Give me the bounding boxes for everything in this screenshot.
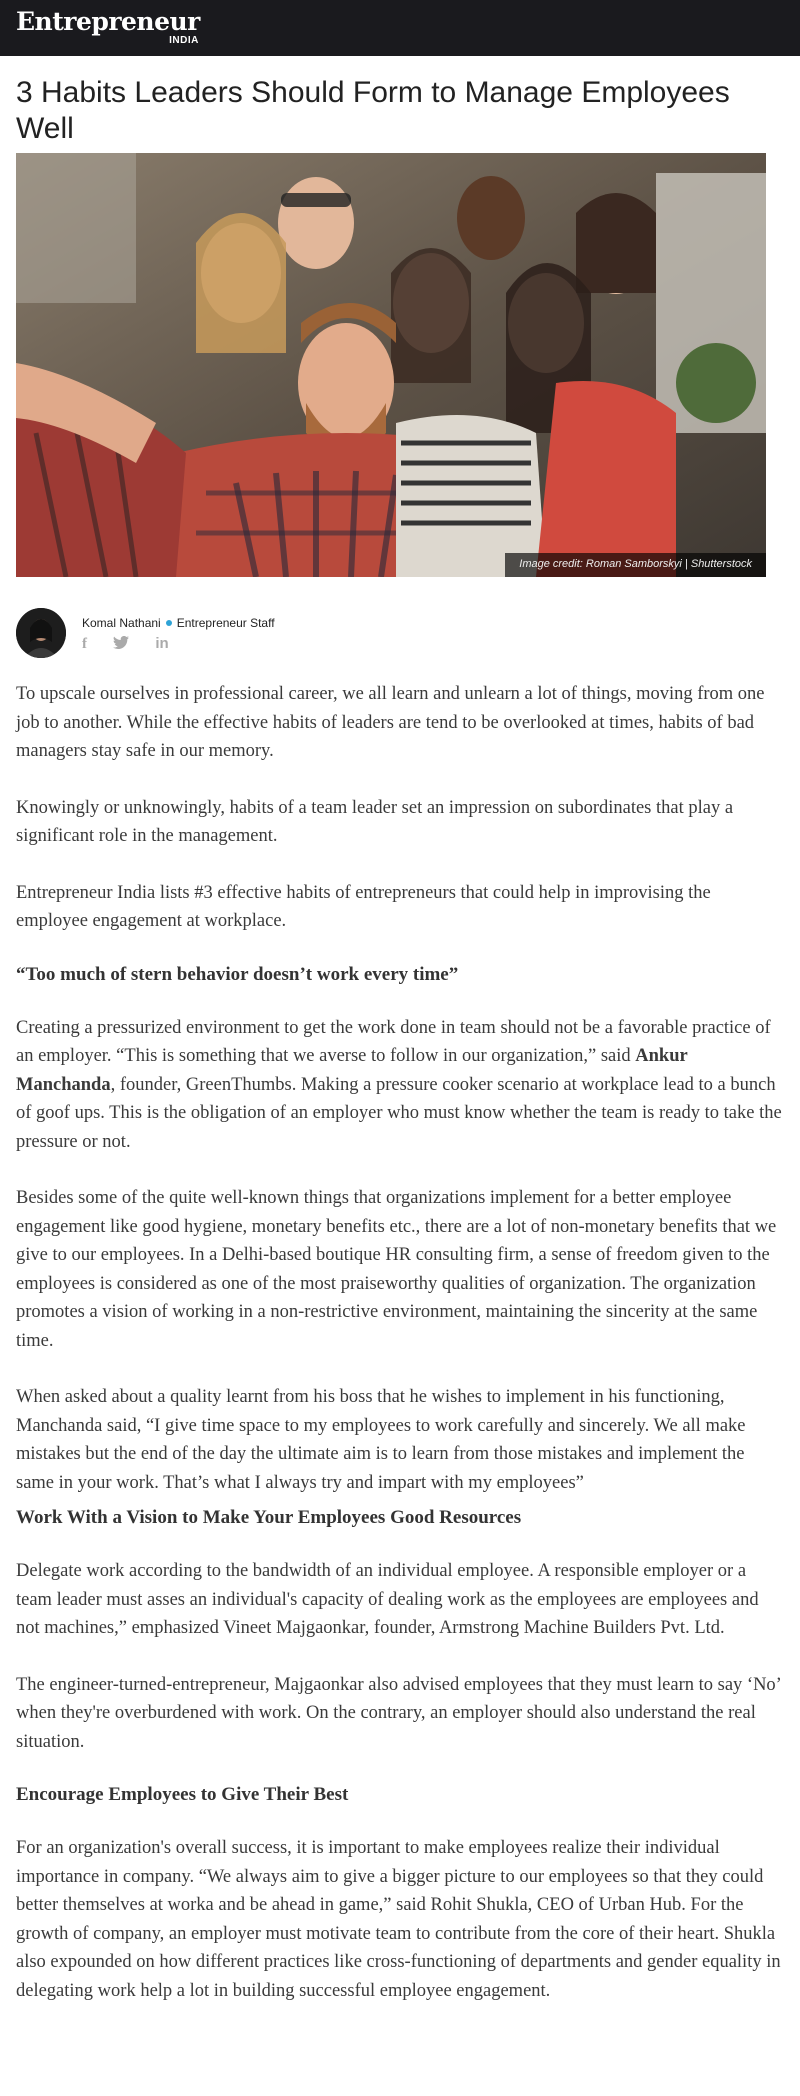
article-paragraph-7: Delegate work according to the bandwidth of an individual employee. A responsible employer or a team leader must asses an individual's capacity of dealing work as the employees are employees and not machines,” emphasized Vineet Majgaonkar, founder, Armstrong Machine Builders Pvt. Ltd. xyxy=(16,1561,759,1638)
article-paragraph-1: To upscale ourselves in professional career, we all learn and unlearn a lot of things, moving from one job to another. While the effective habits of leaders are tend to be overlooked at times, habits of bad managers stay safe in our memory. xyxy=(16,684,765,761)
group-selfie-photo xyxy=(16,153,766,577)
author-name-link[interactable]: Komal Nathani xyxy=(82,616,161,630)
author-role: Entrepreneur Staff xyxy=(176,616,275,630)
article-paragraph-5: Besides some of the quite well-known things that organizations implement for a better employee engagement like good hygiene, monetary benefits etc., there are a lot of non-monetary benefits that we give to our employees. In a Delhi-based boutique HR consulting firm, a sense of freedom given to the employees is considered as one of the most praiseworthy qualities of organization. The organization promotes a vision of working in a non-restrictive environment, maintaining the sincerity at the same time. xyxy=(16,1188,777,1351)
author-photo xyxy=(16,608,66,658)
twitter-icon[interactable] xyxy=(113,635,133,652)
logo-wordmark: Entrepreneur xyxy=(16,7,200,36)
article-paragraph-8: The engineer-turned-entrepreneur, Majgaonkar also advised employees that they must learn to say ‘No’ when they're overburdened with work. On the contrary, an employer should also understand the real situation. xyxy=(16,1674,781,1752)
site-header xyxy=(0,0,800,56)
facebook-icon[interactable]: f xyxy=(82,636,87,652)
article-body xyxy=(16,680,786,2033)
article-paragraph-2: Knowingly or unknowingly, habits of a team leader set an impression on subordinates that play a significant role in the management. xyxy=(16,797,734,846)
person-name-bold: Ankur Manchanda xyxy=(16,1046,688,1095)
author-block xyxy=(16,608,776,660)
linkedin-icon[interactable]: in xyxy=(155,635,169,652)
byline-separator-dot xyxy=(166,620,172,626)
author-social-links xyxy=(82,635,191,653)
article-title: 3 Habits Leaders Should Form to Manage Employees Well xyxy=(16,76,730,145)
article-paragraph-4 xyxy=(16,1014,786,1157)
paragraph-4-part-1: Creating a pressurized environment to get the work done in team should not be a favorable practice of an employer. “This is something that we averse to follow in our organization,” said xyxy=(16,1017,771,1066)
section-heading-1: “Too much of stern behavior doesn’t work every time” xyxy=(16,963,459,985)
article-paragraph-9: For an organization's overall success, it is important to make employees realize their individual importance in company. “We always aim to give a bigger picture to our employees so that they could better themselves at worka and be ahead in game,” said Rohit Shukla, CEO of Urban Hub. For the growth of company, an employer must motivate team to contribute from the core of their heart. Shukla also expounded on how different practices like cross-functioning of departments and gender equality in delegating work help a lot in building successful employee engagement. xyxy=(16,1838,781,2001)
section-heading-3: Encourage Employees to Give Their Best xyxy=(16,1784,349,1805)
author-avatar[interactable] xyxy=(16,608,66,658)
image-credit: Image credit: Roman Samborskyi | Shutterstock xyxy=(505,553,766,577)
paragraph-4-part-2: , founder, GreenThumbs. Making a pressure cooker scenario at workplace lead to a bunch of goof ups. This is the obligation of an employer who must know whether the team is ready to take the pressure or not. xyxy=(16,1074,782,1152)
hero-image xyxy=(16,153,766,577)
author-byline xyxy=(82,616,275,630)
article-paragraph-3: Entrepreneur India lists #3 effective habits of entrepreneurs that could help in improvising the employee engagement at workplace. xyxy=(16,882,711,931)
logo-edition: INDIA xyxy=(169,35,199,46)
section-heading-2: Work With a Vision to Make Your Employees Good Resources xyxy=(16,1507,522,1528)
site-logo[interactable] xyxy=(16,7,200,46)
article-paragraph-6: When asked about a quality learnt from his boss that he wishes to implement in his functioning, Manchanda said, “I give time space to my employees to work carefully and sincerely. We all make mistakes but the end of the day the ultimate aim is to learn from those mistakes and implement the same in your work. That’s what I always try and impart with my employees” xyxy=(16,1387,746,1493)
